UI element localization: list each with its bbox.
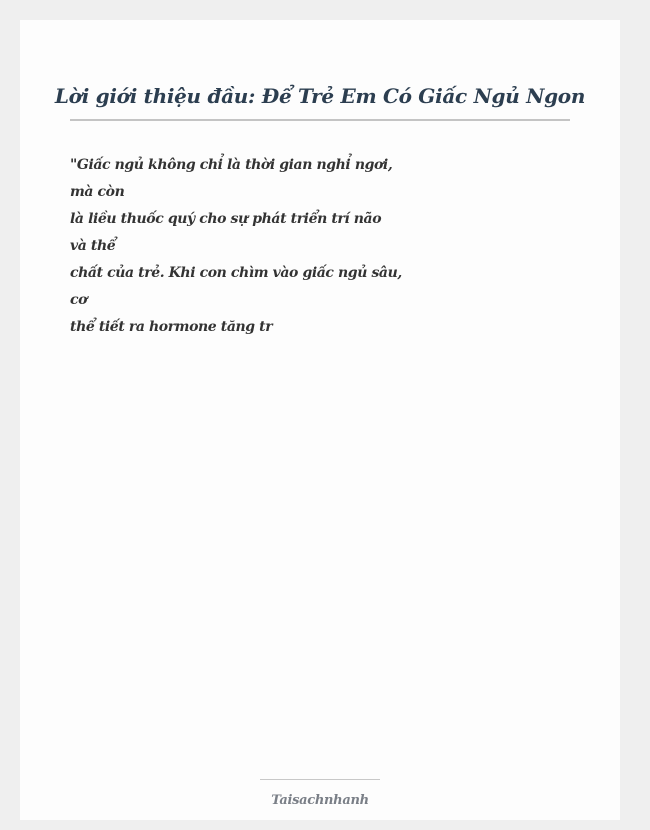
text-line: thể tiết ra hormone tăng tr: [70, 319, 273, 335]
text-line: "Giấc ngủ không chỉ là thời gian nghỉ ngơi,: [70, 157, 393, 173]
title-divider: [70, 119, 570, 121]
footer-label: Taisachnhanh: [271, 793, 369, 808]
text-line: là liều thuốc quý cho sự phát triển trí não: [70, 211, 382, 227]
footer-divider: [260, 779, 380, 780]
text-line: và thể: [70, 238, 116, 254]
text-line: cơ: [70, 292, 88, 308]
document-page: [20, 20, 620, 820]
body-text: [70, 152, 570, 341]
page-title: Lời giới thiệu đầu: Để Trẻ Em Có Giấc Ngủ Ngon: [54, 84, 586, 108]
text-line: chất của trẻ. Khi con chìm vào giấc ngủ sâu,: [70, 265, 402, 281]
text-line: mà còn: [70, 184, 125, 200]
